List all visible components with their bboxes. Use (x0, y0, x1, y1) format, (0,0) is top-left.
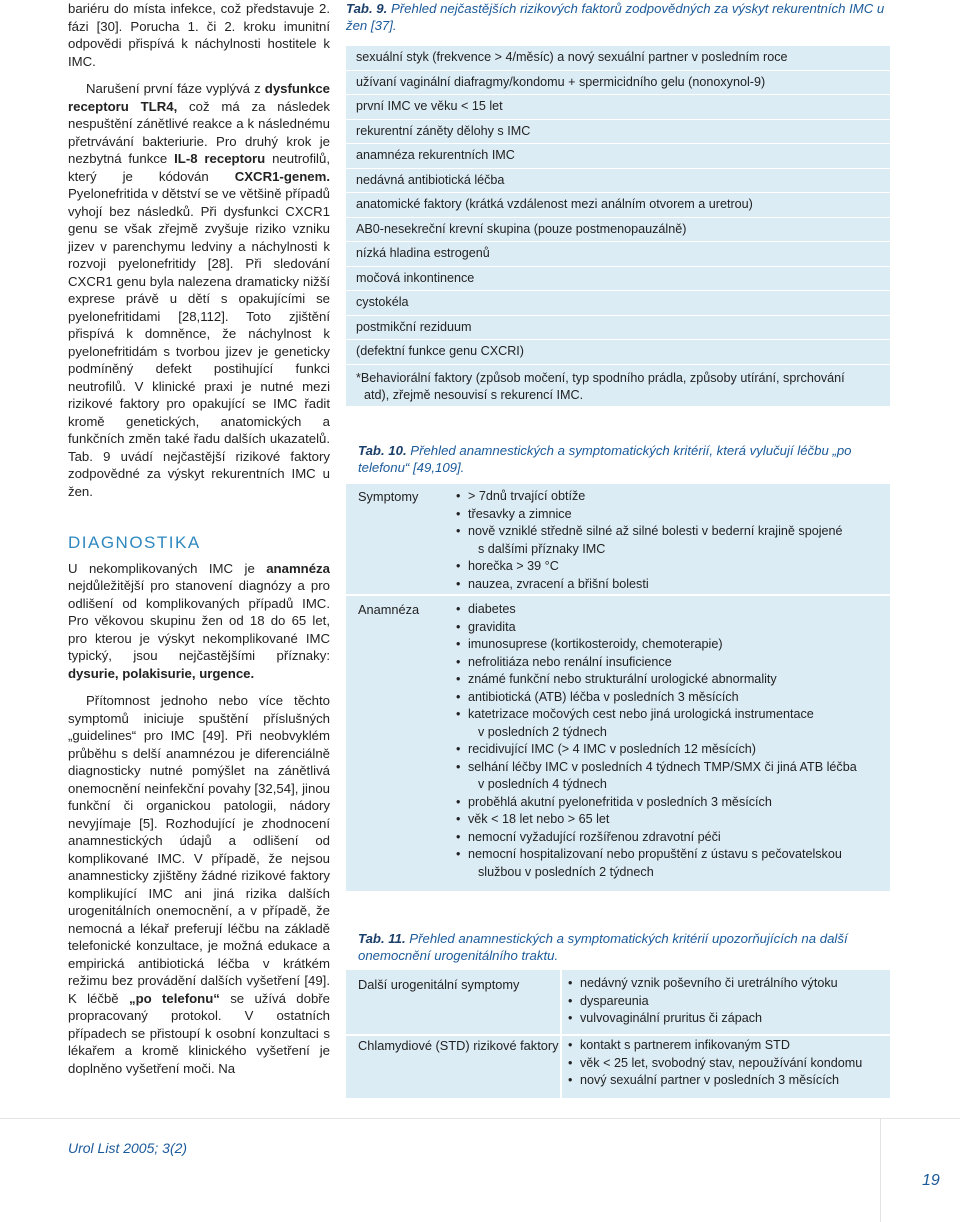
table-row: cystokéla (346, 291, 890, 316)
section-heading-diagnostika: DIAGNOSTIKA (68, 533, 201, 552)
list-item: • kontakt s partnerem infikovaným STD (568, 1037, 862, 1055)
list-item: • antibiotická (ATB) léčba v posledních 3 měsících (456, 689, 857, 707)
list-item: • nauzea, zvracení a břišní bolesti (456, 576, 843, 594)
list-item: • nově vzniklé středně silné až silné bolesti v bederní krajině spojené s dalšími příznaky IMC (456, 523, 843, 558)
row2-list (568, 1037, 862, 1090)
table-row: postmikční reziduum (346, 316, 890, 341)
list-item: • třesavky a zimnice (456, 506, 843, 524)
table-divider (346, 1034, 890, 1036)
symptomy-list (456, 488, 843, 593)
tab10-caption: Tab. 10. Přehled anamnestických a symptomatických kritérií, která vylučují léčbu „po telefonu“ [49,109]. (358, 443, 852, 475)
table-row: nízká hladina estrogenů (346, 242, 890, 267)
list-item: • nedávný vznik poševního či uretrálního výtoku (568, 975, 838, 993)
list-item: • selhání léčby IMC v posledních 4 týdnech TMP/SMX či jiná ATB léčba v posledních 4 týdnech (456, 759, 857, 794)
list-item: • vulvovaginální pruritus či zápach (568, 1010, 838, 1028)
list-item: • katetrizace močových cest nebo jiná urologická instrumentace v posledních 2 týdnech (456, 706, 857, 741)
row1-list (568, 975, 838, 1028)
list-item: • věk < 25 let, svobodný stav, nepoužívání kondomu (568, 1055, 862, 1073)
list-item: • imunosuprese (kortikosteroidy, chemoterapie) (456, 636, 857, 654)
footer-rule (0, 1118, 960, 1119)
list-item: • nefrolitiáza nebo renální insuficience (456, 654, 857, 672)
list-item: • recidivující IMC (> 4 IMC v posledních 12 měsících) (456, 741, 857, 759)
row1-label: Další urogenitální symptomy (358, 977, 520, 992)
table-row: anatomické faktory (krátká vzdálenost mezi análním otvorem a uretrou) (346, 193, 890, 218)
left-column (68, 0, 330, 1077)
journal-citation: Urol List 2005; 3(2) (68, 1140, 188, 1156)
symptomy-label: Symptomy (358, 489, 419, 504)
paragraph-3: U nekomplikovaných IMC je anamnéza nejdůležitější pro stanovení diagnózy a pro odlišení od komplikovaných případů IMC. Pro věkovou skupinu žen od 18 do 65 let, pro kterou je výskyt nekomplikované IMC typický, jsou nejčastějšími příznaky: dysurie, polakisurie, urgence. (68, 560, 330, 681)
table-row: užívaní vaginální diafragmy/kondomu + spermicidního gelu (nonoxynol-9) (346, 71, 890, 96)
list-item: • nemocní vyžadující rozšířenou zdravotní péči (456, 829, 857, 847)
table-row: močová inkontinence (346, 267, 890, 292)
list-item: • gravidita (456, 619, 857, 637)
table-row: AB0-nesekreční krevní skupina (pouze postmenopauzálně) (346, 218, 890, 243)
tab9-table (346, 46, 890, 406)
footer-divider (880, 1118, 881, 1222)
paragraph-2: Narušení první fáze vyplývá z dysfunkce receptoru TLR4, což má za následek nespuštění zánětlivé reakce a k následnému přetrvávání bakteriurie. Pro druhý krok je nezbytná funkce IL-8 receptoru neutrofilů, který je kódován CXCR1-genem. Pyelonefritida v dětství se ve většině případů vyhojí bez následků. Při dysfunkci CXCR1 genu se však zřejmě zvyšuje riziko vzniku jizev v parenchymu ledviny a náchylnosti k rozvoji pyelonefritidy [28]. Při sledování CXCR1 genu byla nalezena dramaticky nižší exprese právě u dětí s opakujícími se pyelonefritidami [28,112]. Toto zjištění přispívá k domněnce, že náchylnost k pyelonefritidám s tvorbou jizev je geneticky podmíněný defekt postihující funkci neutrofilů. V klinické praxi je nutné mezi rizikové faktory pro opakující se IMC řadit kromě genetických, anatomických a funkčních změn také řadu dalších ukazatelů. Tab. 9 uvádí nejčastější rizikové faktory zodpovědné za výskyt rekurentních IMC u žen. (68, 81, 331, 499)
tab9-note: *Behaviorální faktory (způsob močení, typ spodního prádla, způsoby utírání, sprchování atd), zřejmě nesouvisí s rekurencí IMC. (356, 370, 845, 402)
table-row: sexuální styk (frekvence > 4/měsíc) a nový sexuální partner v posledním roce (346, 46, 890, 71)
anamneza-list (456, 601, 857, 881)
table-row: první IMC ve věku < 15 let (346, 95, 890, 120)
table-divider (346, 594, 890, 596)
anamneza-label: Anamnéza (358, 602, 420, 617)
tab9-caption: Tab. 9. Přehled nejčastějších rizikových faktorů zodpovědných za výskyt rekurentních IMC u žen [37]. (346, 1, 885, 33)
table-row: anamnéza rekurentních IMC (346, 144, 890, 169)
list-item: • proběhlá akutní pyelonefritida v posledních 3 měsících (456, 794, 857, 812)
tab11-table (346, 970, 890, 1098)
page-number: 19 (922, 1172, 940, 1189)
list-item: • věk < 18 let nebo > 65 let (456, 811, 857, 829)
tab10-table (346, 484, 890, 891)
row2-label: Chlamydiové (STD) rizikové faktory (358, 1038, 559, 1053)
list-item: • nemocní hospitalizovaní nebo propuštění z ústavu s pečovatelskou službou v posledních 2 týdnech (456, 846, 857, 881)
list-item: • diabetes (456, 601, 857, 619)
table-row: rekurentní záněty dělohy s IMC (346, 120, 890, 145)
tab11-caption: Tab. 11. Přehled anamnestických a symptomatických kritérií upozorňujících na další onemocnění urogenitálního traktu. (358, 931, 848, 963)
list-item: • horečka > 39 °C (456, 558, 843, 576)
list-item: • nový sexuální partner v posledních 3 měsících (568, 1072, 862, 1090)
paragraph-1: bariéru do místa infekce, což představuje 2. fázi [30]. Porucha 1. či 2. kroku imunitní odpovědi přispívá k náchylnosti hostitele k IMC. (68, 1, 330, 69)
table-row: nedávná antibiotická léčba (346, 169, 890, 194)
list-item: • > 7dnů trvající obtíže (456, 488, 843, 506)
table-row: (defektní funkce genu CXCRI) (346, 340, 890, 365)
list-item: • známé funkční nebo strukturální urologické abnormality (456, 671, 857, 689)
paragraph-4: Přítomnost jednoho nebo více těchto symptomů iniciuje spuštění příslušných „guidelines“ pro IMC [49]. Při neobvyklém průběhu s delší anamnézou je diferenciálně diagnosticky nutné pomýšlet na zánětlivá onemocnění neinfekční povahy [32,54], jinou funkční či organickou patologii, nádory nevyjímaje [5]. Rozhodující je zhodnocení anamnestických údajů a odlišení od komplikované IMC. V případě, že nejsou anamnesticky zjištěny žádné rizikové faktory komplikující IMC ani jiná rizika dalších urogenitálních onemocnění, a v případě, že nemocná a lékař preferují léčbu na základě telefonické konzultace, je možná edukace a empirická antibiotická léčba v krátkém režimu bez provádění dalších vyšetření [49]. K léčbě „po telefonu“ se užívá dobře propracovaný protokol. V ostatních případech se přistoupí k osobní konzultaci s lékařem a kromě klinického vyšetření je doplněno vyšetření moči. Na (68, 693, 331, 1076)
list-item: • dyspareunia (568, 993, 838, 1011)
